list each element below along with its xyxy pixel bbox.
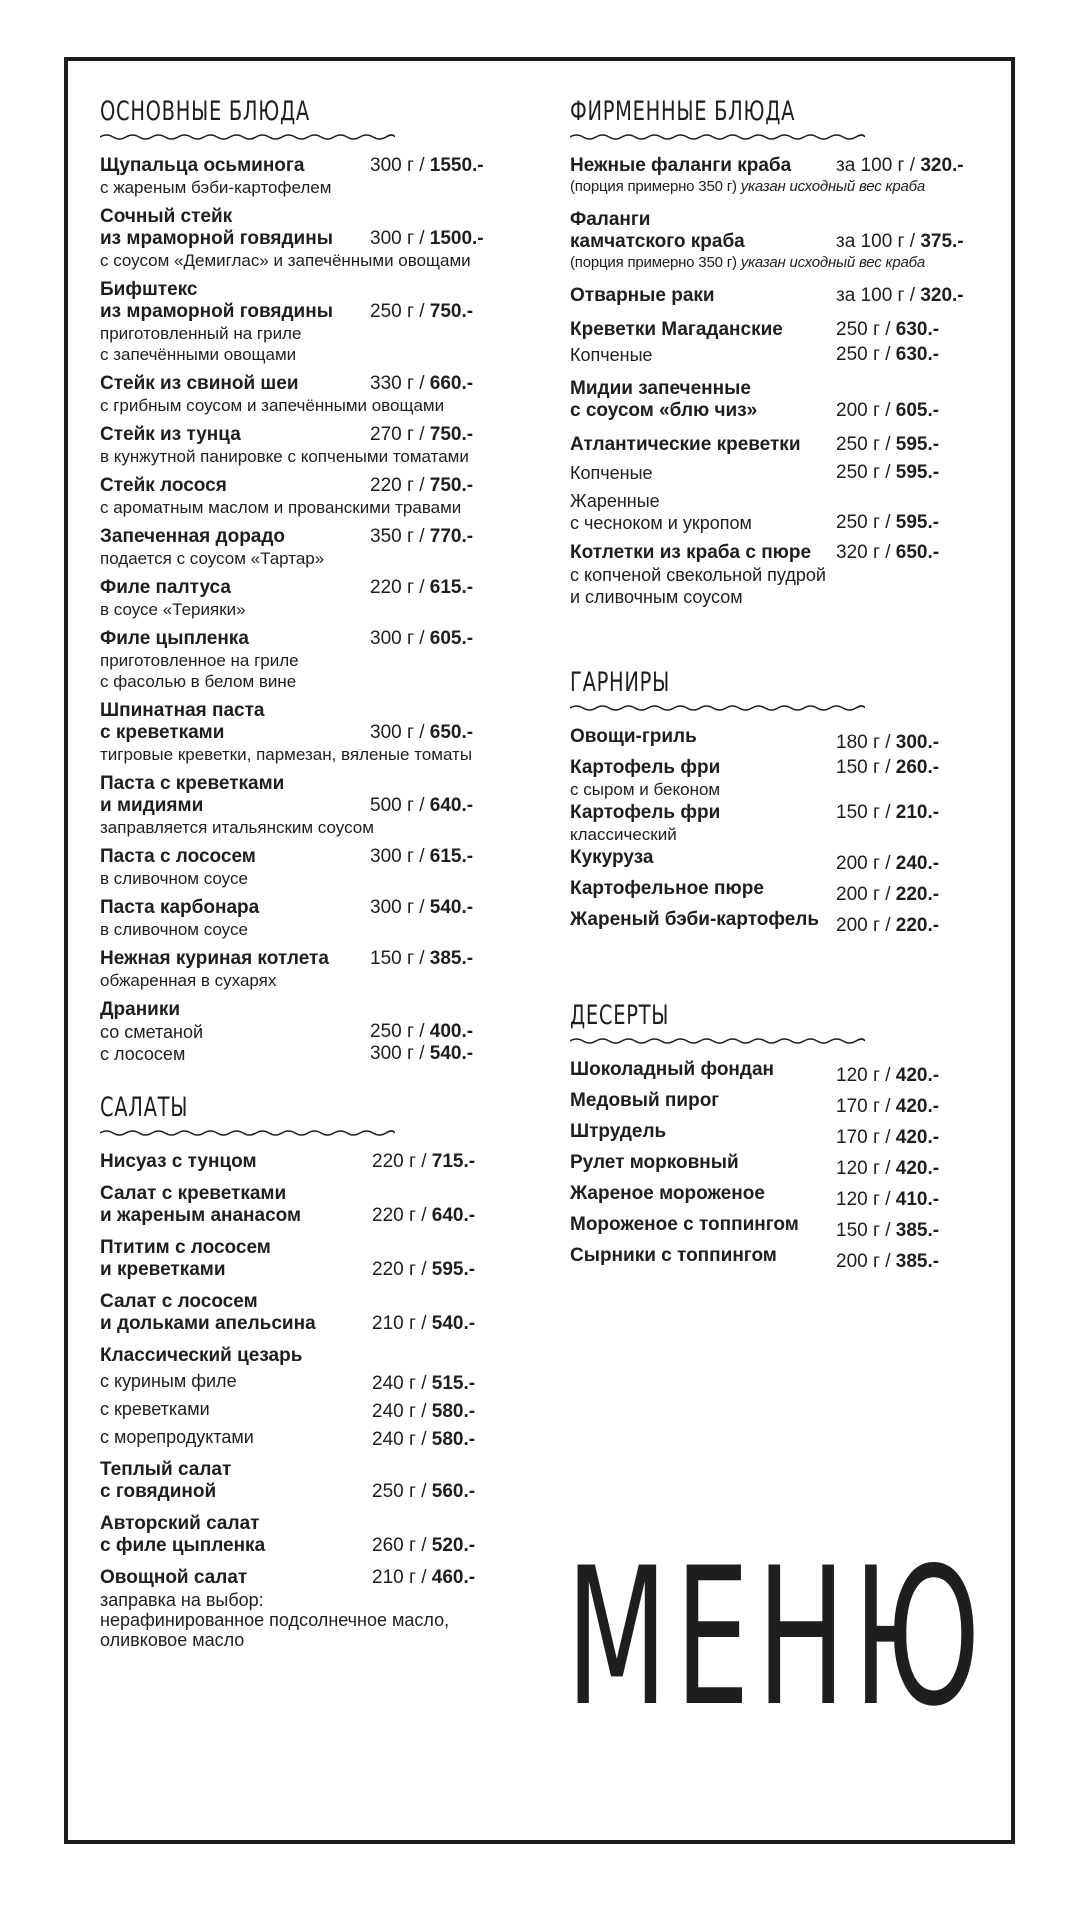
menu-item [570,209,1000,273]
item-name: и жареным ананасом [100,1205,302,1226]
menu-item [570,1090,1000,1118]
section-title: ДЕСЕРТЫ [570,1000,670,1031]
item-name-row [100,1259,530,1281]
sides-section [570,666,1000,937]
item-variant: с чесноком и укропом [570,513,752,533]
item-name: Сырники с топпингом [570,1245,777,1266]
item-price: 250 г / 630.- [836,344,940,365]
item-name: Овощной салат [100,1567,248,1588]
item-name: Кукуруза [570,847,654,868]
item-description: с копченой свекольной пудрой [570,565,826,585]
item-description: с грибным соусом и запечёнными овощами [100,396,445,415]
menu-item [100,577,530,620]
menu-item [570,726,1000,754]
item-name: Шоколадный фондан [570,1059,775,1080]
item-description-row [570,779,1000,799]
item-price: 120 г / 420.- [836,1158,940,1179]
item-description-row [100,446,530,467]
item-name: и дольками апельсина [100,1313,316,1334]
menu-item [570,155,1000,197]
item-name: Паста с лососем [100,846,256,867]
item-price: 300 г / 540.- [370,1043,474,1064]
item-name: Бифштекс [100,279,198,300]
wave-line [570,1039,865,1043]
item-description: в сливочном соусе [100,869,248,888]
item-name-row [570,1121,1000,1149]
item-name: Жареный бэби-картофель [570,909,820,930]
item-description-row [100,671,530,692]
item-name-row [570,1183,1000,1211]
item-price: за 100 г / 375.- [836,231,964,252]
item-name: Филе цыпленка [100,628,249,649]
menu-item [100,1513,530,1557]
item-note: (порция примерно 350 г) указан исходный вес краба [570,178,926,195]
menu-item [570,1152,1000,1180]
item-name: с говядиной [100,1481,217,1502]
menu-item [100,700,530,765]
wave-line [100,135,395,139]
item-name-row [570,847,1000,875]
item-name-row [570,1059,1000,1087]
item-description: с запечёнными овощами [100,345,297,364]
menu-item [100,206,530,271]
item-name: Штрудель [570,1121,667,1142]
item-description: и сливочным соусом [570,587,743,607]
item-price: 120 г / 420.- [836,1065,940,1086]
item-description-row [100,177,530,198]
item-price: 150 г / 260.- [836,757,940,778]
item-price: 200 г / 220.- [836,915,940,936]
item-name-row [100,475,530,497]
item-price: 350 г / 770.- [370,526,474,547]
item-name: Картофельное пюре [570,878,764,899]
menu-item [100,1567,530,1649]
item-description-row [100,395,530,416]
item-price: 300 г / 540.- [370,897,474,918]
menu-item [100,279,530,365]
item-name: Паста карбонара [100,897,260,918]
item-description-row [100,599,530,620]
menu-item [570,1183,1000,1211]
item-description-row [100,250,530,271]
menu-item [570,1245,1000,1273]
item-description: в сливочном соусе [100,920,248,939]
item-name: из мраморной говядины [100,301,333,322]
menu-item [100,475,530,518]
menu-item [100,1345,530,1451]
item-price: 320 г / 650.- [836,542,940,563]
item-option: с куриным филе [100,1371,237,1391]
item-price: 200 г / 240.- [836,853,940,874]
item-description: нерафинированное подсолнечное масло, [100,1610,450,1630]
item-price: 240 г / 515.- [372,1373,476,1394]
item-price: 330 г / 660.- [370,373,474,394]
menu-item [570,319,1000,366]
section-title: ФИРМЕННЫЕ БЛЮДА [570,96,796,127]
wave-divider [100,133,395,141]
item-description: с ароматным маслом и прованскими травами [100,498,462,517]
menu-item [100,526,530,569]
item-name-row [570,1214,1000,1242]
item-price: 220 г / 715.- [372,1151,476,1172]
item-price: 250 г / 595.- [836,434,940,455]
item-name: Картофель фри [570,802,721,823]
item-name: Котлетки из краба с пюре [570,542,812,563]
item-description-row [100,497,530,518]
item-price: 200 г / 605.- [836,400,940,421]
item-name-row [100,1151,530,1173]
item-description: обжаренная в сухарях [100,971,277,990]
item-name-row [100,577,530,599]
item-name-row [100,1513,530,1535]
item-description-row [100,817,530,838]
item-description: классический [570,825,677,844]
menu-item [100,1237,530,1281]
item-name-row [100,628,530,650]
item-price: 250 г / 630.- [836,319,940,340]
item-price: 210 г / 460.- [372,1567,476,1588]
menu-item [570,434,1000,534]
wave-divider [100,1129,395,1137]
item-description: с жареным бэби-картофелем [100,178,332,197]
item-name-row [100,424,530,446]
item-name-row [100,228,530,250]
item-description: оливковое масло [100,1630,245,1650]
item-name: Нежные фаланги краба [570,155,792,176]
item-price: 170 г / 420.- [836,1127,940,1148]
item-name: с креветками [100,722,225,743]
menu-item [100,424,530,467]
item-name: Стейк из свиной шеи [100,373,299,394]
section-title: САЛАТЫ [100,1092,189,1123]
item-name: Салат с креветками [100,1183,287,1204]
item-name: Паста с креветками [100,773,285,794]
item-price: 300 г / 650.- [370,722,474,743]
item-description-row [100,868,530,889]
item-description-row [100,548,530,569]
item-description: в кунжутной панировке с копчеными томатами [100,447,469,466]
item-name: Овощи-гриль [570,726,697,747]
item-description: с соусом «Демиглас» и запечёнными овощами [100,251,471,270]
item-name-row [100,206,530,228]
item-variant: Жаренные [570,491,660,511]
menu-item [100,373,530,416]
desserts-section [570,999,1000,1273]
item-name: Стейк лосося [100,475,227,496]
item-price: за 100 г / 320.- [836,155,964,176]
item-name-row [100,1205,530,1227]
wave-divider [570,1037,865,1045]
right-column [570,95,1000,1276]
item-price: 270 г / 750.- [370,424,474,445]
wave-divider [570,704,865,712]
item-description: приготовленный на гриле [100,324,302,343]
item-name: Салат с лососем [100,1291,258,1312]
signature-section [570,95,1000,608]
item-description-row [100,970,530,991]
item-name: и мидиями [100,795,204,816]
item-name-row [570,757,1000,779]
item-name-row [100,301,530,323]
item-price: 300 г / 605.- [370,628,474,649]
item-price: 210 г / 540.- [372,1313,476,1334]
item-name-row [100,1313,530,1335]
item-name: Креветки Магаданские [570,319,783,340]
item-description: заправляется итальянским соусом [100,818,374,837]
menu-item [570,909,1000,937]
item-name: из мраморной говядины [100,228,333,249]
item-variant: Копченые [570,463,653,483]
item-price: 250 г / 560.- [372,1481,476,1502]
item-name-row [100,773,530,795]
item-description: тигровые креветки, пармезан, вяленые томаты [100,745,473,764]
main-dishes-section [100,95,530,1065]
item-option: с лососем [100,1044,186,1064]
item-price: 250 г / 595.- [836,462,940,483]
item-option: со сметаной [100,1022,204,1042]
menu-item [100,948,530,991]
item-price: 150 г / 210.- [836,802,940,823]
item-option: с креветками [100,1399,210,1419]
item-name: с соусом «блю чиз» [570,400,758,421]
item-description-row [100,344,530,365]
item-price: 260 г / 520.- [372,1535,476,1556]
menu-item [100,1459,530,1503]
item-price: 250 г / 400.- [370,1021,474,1042]
item-name: Сочный стейк [100,206,233,227]
menu-item [100,1151,530,1173]
menu-item [100,999,530,1065]
item-name-row [100,1183,530,1205]
menu-title: МЕНЮ [566,1527,988,1748]
item-name: Птитим с лососем [100,1237,271,1258]
item-name-row [100,1291,530,1313]
menu-item [100,1183,530,1227]
item-name-row [570,726,1000,754]
item-name: Щупальца осьминога [100,155,305,176]
item-name: с филе цыпленка [100,1535,266,1556]
section-title: ГАРНИРЫ [570,667,670,698]
item-name-row [100,795,530,817]
item-name: Картофель фри [570,757,721,778]
item-name-row [570,1090,1000,1118]
item-price: 120 г / 410.- [836,1189,940,1210]
menu-item [570,1214,1000,1242]
item-price: 220 г / 750.- [370,475,474,496]
item-description: подается с соусом «Тартар» [100,549,325,568]
item-description: приготовленное на гриле [100,651,299,670]
item-name: Атлантические креветки [570,434,801,455]
item-description: с сыром и беконом [570,780,721,799]
menu-item [570,1059,1000,1087]
item-price: 200 г / 385.- [836,1251,940,1272]
item-price: 240 г / 580.- [372,1401,476,1422]
item-name-row [100,846,530,868]
item-name-row [570,1245,1000,1273]
item-name: Теплый салат [100,1459,232,1480]
item-name-row [100,373,530,395]
item-variant: Копченые [570,345,653,365]
menu-item [570,802,1000,844]
item-price: 500 г / 640.- [370,795,474,816]
item-name-row [570,802,1000,824]
item-name: Отварные раки [570,285,715,306]
item-name: Классический цезарь [100,1345,303,1366]
item-name: Шпинатная паста [100,700,265,721]
item-name: Драники [100,999,181,1020]
menu-item [100,155,530,198]
item-price: 300 г / 1550.- [370,155,484,176]
left-column [100,95,530,1657]
item-price: 150 г / 385.- [370,948,474,969]
item-name: Нежная куриная котлета [100,948,329,969]
item-name-row [100,1237,530,1259]
item-price: 240 г / 580.- [372,1429,476,1450]
item-price: 150 г / 385.- [836,1220,940,1241]
item-price: 250 г / 595.- [836,512,940,533]
salads-section [100,1091,530,1649]
item-name: Жареное мороженое [570,1183,765,1204]
item-name: Авторский салат [100,1513,260,1534]
menu-item [100,1291,530,1335]
item-price: 250 г / 750.- [370,301,474,322]
item-name-row [100,1481,530,1503]
item-name-row [570,909,1000,937]
menu-item [570,757,1000,799]
item-name: Мороженое с топпингом [570,1214,799,1235]
menu-item [100,846,530,889]
item-name-row [100,722,530,744]
item-price: 220 г / 595.- [372,1259,476,1280]
item-name: и креветками [100,1259,226,1280]
item-price: 220 г / 615.- [370,577,474,598]
item-name-row [100,526,530,548]
item-name-row [100,948,530,970]
menu-item [570,285,1000,307]
item-price: 300 г / 615.- [370,846,474,867]
item-name: Запеченная дорадо [100,526,286,547]
item-name-row [100,700,530,722]
item-name-row [100,1459,530,1481]
item-description-row [100,919,530,940]
item-price: 300 г / 1500.- [370,228,484,249]
item-name: Филе палтуса [100,577,231,598]
item-description: с фасолью в белом вине [100,672,297,691]
item-description: в соусе «Терияки» [100,600,246,619]
item-description-row [100,650,530,671]
menu-item [570,878,1000,906]
item-note: (порция примерно 350 г) указан исходный вес краба [570,254,926,271]
menu-item [100,773,530,838]
wave-line [100,1131,395,1135]
item-price: 200 г / 220.- [836,884,940,905]
item-name-row [100,155,530,177]
wave-line [570,135,865,139]
section-title: ОСНОВНЫЕ БЛЮДА [100,96,310,127]
item-price: 170 г / 420.- [836,1096,940,1117]
item-name: Нисуаз с тунцом [100,1151,257,1172]
menu-item [570,1121,1000,1149]
item-name: Рулет морковный [570,1152,739,1173]
item-name: Фаланги [570,209,651,230]
item-name: Стейк из тунца [100,424,241,445]
item-name-row [100,897,530,919]
menu-item [570,847,1000,875]
menu-item [100,628,530,692]
wave-divider [570,133,865,141]
item-name-row [570,878,1000,906]
item-description-row [100,744,530,765]
menu-item [570,378,1000,422]
item-price: 220 г / 640.- [372,1205,476,1226]
item-name: Мидии запеченные [570,378,751,399]
item-name-row [100,279,530,301]
item-description-row [570,824,1000,844]
wave-line [570,706,865,710]
item-name: камчатского краба [570,231,745,252]
item-description-row [100,323,530,344]
menu-item [100,897,530,940]
item-description: заправка на выбор: [100,1590,264,1610]
item-option: с морепродуктами [100,1427,254,1447]
menu-item [570,542,1000,608]
item-price: за 100 г / 320.- [836,285,964,306]
item-name: Медовый пирог [570,1090,720,1111]
item-name-row [570,1152,1000,1180]
item-name-row [100,1535,530,1557]
item-price: 180 г / 300.- [836,732,940,753]
